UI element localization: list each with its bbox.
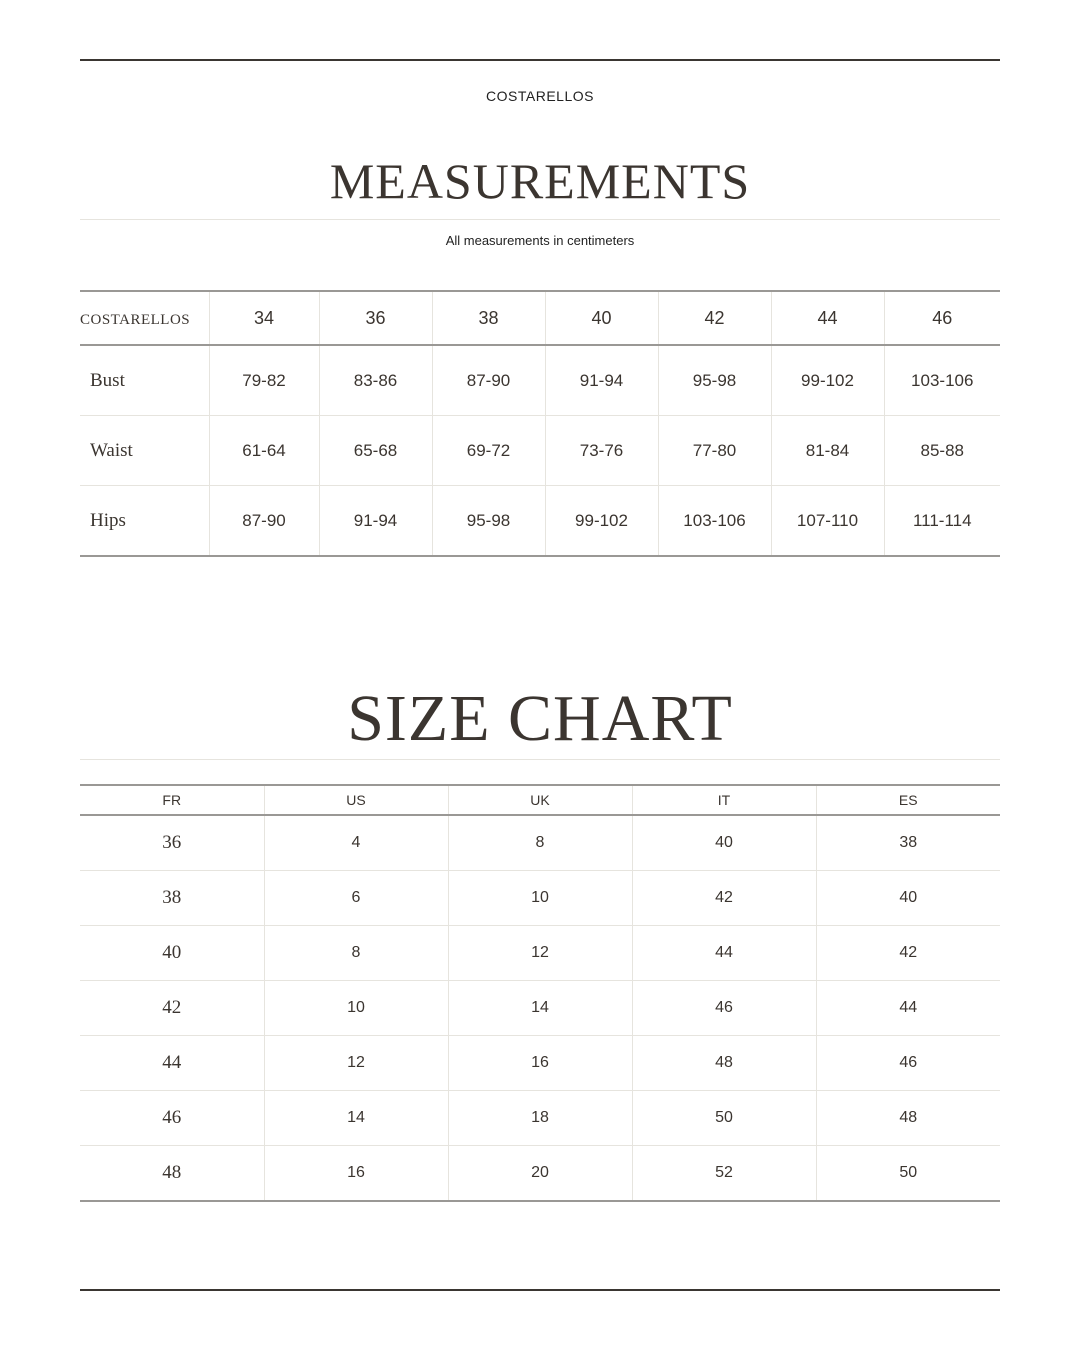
measurement-cell: 111-114 <box>884 486 1000 557</box>
table-row <box>80 815 1000 871</box>
size-header: 46 <box>884 291 1000 345</box>
column-header-it: IT <box>632 785 816 815</box>
measurement-cell: 77-80 <box>658 416 771 486</box>
measurement-row-bust <box>80 345 1000 416</box>
measurement-cell: 99-102 <box>545 486 658 557</box>
size-cell: 50 <box>816 1146 1000 1202</box>
size-cell: 44 <box>80 1036 264 1091</box>
size-cell: 48 <box>816 1091 1000 1146</box>
size-header: 44 <box>771 291 884 345</box>
column-header-uk: UK <box>448 785 632 815</box>
measurements-title: MEASUREMENTS <box>329 153 751 209</box>
size-header: 38 <box>432 291 545 345</box>
size-header: 36 <box>319 291 432 345</box>
measurement-cell: 73-76 <box>545 416 658 486</box>
size-cell: 36 <box>162 832 182 853</box>
size-cell: 50 <box>632 1091 816 1146</box>
measurement-cell: 87-90 <box>209 486 319 557</box>
column-header-es: ES <box>816 785 1000 815</box>
measurement-cell: 103-106 <box>884 345 1000 416</box>
size-cell: 38 <box>80 871 264 926</box>
row-label: Hips <box>80 486 209 557</box>
measurement-cell: 81-84 <box>771 416 884 486</box>
size-chart-title: SIZE CHART <box>347 682 733 755</box>
measurements-title-divider <box>80 219 1000 220</box>
table-row <box>80 1091 1000 1146</box>
size-cell: 14 <box>264 1091 448 1146</box>
size-cell: 8 <box>448 815 632 871</box>
measurement-cell: 95-98 <box>432 486 545 557</box>
measurement-cell: 85-88 <box>884 416 1000 486</box>
measurement-cell: 95-98 <box>658 345 771 416</box>
size-cell: 18 <box>448 1091 632 1146</box>
size-cell: 10 <box>264 981 448 1036</box>
size-cell: 42 <box>80 981 264 1036</box>
measurement-cell: 103-106 <box>658 486 771 557</box>
size-cell: 16 <box>448 1036 632 1091</box>
measurement-cell: 65-68 <box>319 416 432 486</box>
size-cell: 40 <box>816 871 1000 926</box>
measurement-cell: 91-94 <box>545 345 658 416</box>
size-cell: 48 <box>80 1146 264 1202</box>
size-cell: 46 <box>80 1091 264 1146</box>
brand-name: COSTARELLOS <box>486 88 594 104</box>
table-row <box>80 1146 1000 1202</box>
size-cell: 48 <box>632 1036 816 1091</box>
measurement-cell: 69-72 <box>432 416 545 486</box>
measurement-cell: 91-94 <box>319 486 432 557</box>
size-chart-header-row <box>80 785 1000 815</box>
table-row <box>80 871 1000 926</box>
size-cell: 46 <box>632 981 816 1036</box>
size-cell: 4 <box>264 815 448 871</box>
size-header: 42 <box>658 291 771 345</box>
size-header: 34 <box>209 291 319 345</box>
row-label: Waist <box>80 416 209 486</box>
measurement-cell: 83-86 <box>319 345 432 416</box>
bottom-divider <box>80 1289 1000 1291</box>
size-cell: 12 <box>448 926 632 981</box>
measurement-row-waist <box>80 416 1000 486</box>
measurement-cell: 99-102 <box>771 345 884 416</box>
measurements-subtitle: All measurements in centimeters <box>445 233 635 248</box>
measurements-table <box>80 290 1000 557</box>
measurement-cell: 79-82 <box>209 345 319 416</box>
size-cell: 38 <box>816 815 1000 871</box>
column-header-fr: FR <box>80 785 264 815</box>
table-row <box>80 1036 1000 1091</box>
measurement-cell: 107-110 <box>771 486 884 557</box>
size-cell: 8 <box>264 926 448 981</box>
size-cell: 52 <box>632 1146 816 1202</box>
size-chart-title-divider <box>80 759 1000 760</box>
size-cell: 40 <box>632 815 816 871</box>
size-chart-table <box>80 784 1000 1202</box>
table-row <box>80 926 1000 981</box>
column-header-us: US <box>264 785 448 815</box>
size-cell: 44 <box>632 926 816 981</box>
size-cell: 44 <box>816 981 1000 1036</box>
size-cell: 12 <box>264 1036 448 1091</box>
size-cell: 40 <box>80 926 264 981</box>
size-cell: 42 <box>632 871 816 926</box>
size-cell: 20 <box>448 1146 632 1202</box>
size-cell: 10 <box>448 871 632 926</box>
size-header: 40 <box>545 291 658 345</box>
top-divider <box>80 59 1000 61</box>
row-label: Bust <box>90 369 125 391</box>
size-cell: 6 <box>264 871 448 926</box>
measurement-row-hips <box>80 486 1000 557</box>
size-cell: 46 <box>816 1036 1000 1091</box>
measurement-cell: 87-90 <box>432 345 545 416</box>
measurement-cell: 61-64 <box>209 416 319 486</box>
table-row <box>80 981 1000 1036</box>
size-cell: 16 <box>264 1146 448 1202</box>
size-cell: 14 <box>448 981 632 1036</box>
measurements-corner-label: COSTARELLOS <box>80 291 209 345</box>
size-cell: 42 <box>816 926 1000 981</box>
measurements-header-row <box>80 291 1000 345</box>
